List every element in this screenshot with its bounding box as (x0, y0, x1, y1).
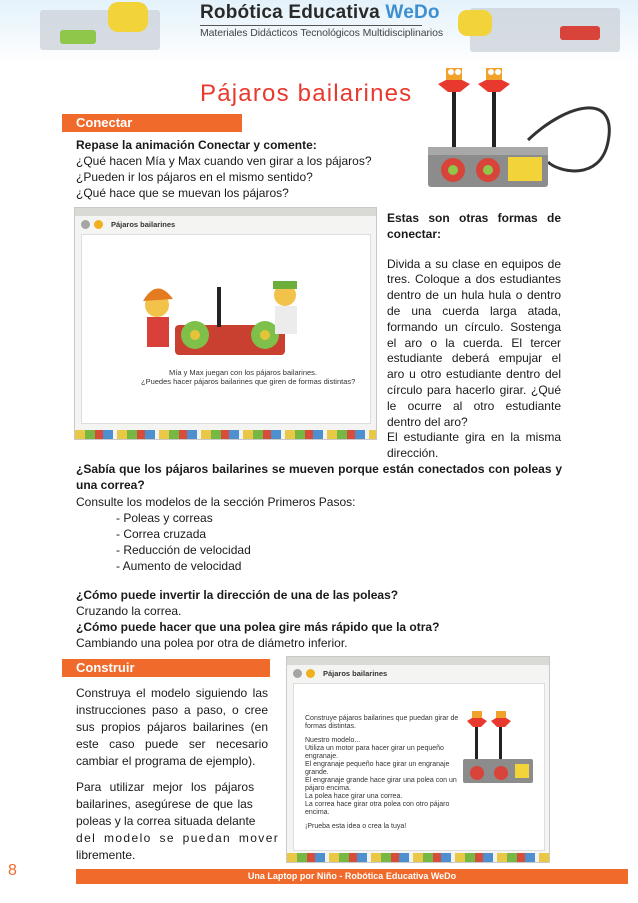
side-note-answer: El estudiante gira en la misma dirección. (387, 430, 561, 461)
brand-title (200, 2, 440, 24)
pulleys-list (76, 494, 562, 574)
bird-icon (94, 220, 103, 229)
build-instruction-line: Nuestro modelo... (305, 737, 361, 744)
gear-icon (293, 669, 302, 678)
header-banner (0, 0, 638, 62)
build-paragraph-2-line: bailarines, asegúrese de que las (76, 797, 253, 811)
pulleys-list-item: - Correa cruzada (116, 527, 207, 541)
side-note-body: Divida a su clase en equipos de tres. Coloque a dos estudiantes dentro de un hula hula o dentro de una cuerda larga atada, formando un círculo. Sostenga el aro o la cuerda. El tercer estudiante deberá empujar el aro u otro estudiante dentro del círculo para hacerlo girar. ¿Qué le ocurre al otro estudiante dentro del aro? (387, 256, 561, 429)
build-instruction-line: El engranaje pequeño hace girar un engranaje (305, 761, 450, 768)
dancing-birds-model-image (408, 62, 623, 202)
side-note-heading: Estas son otras formas de conectar: (387, 211, 561, 241)
build-instruction-line: engranaje. (305, 753, 339, 760)
screenshot-titlebar (287, 657, 549, 665)
qa-block (76, 587, 562, 651)
build-instruction-line: formas distintas. (305, 723, 356, 730)
build-paragraph-2-line: libremente. (76, 848, 136, 862)
brand-title-accent: WeDo (385, 2, 440, 23)
build-paragraph-2-line: poleas y la correa situada delante (76, 814, 256, 828)
brand-title-main: Robótica Educativa (200, 2, 386, 23)
screenshot-bottom-strip (75, 430, 376, 439)
intro-question: ¿Qué hacen Mía y Max cuando ven girar a los pájaros? (76, 154, 372, 168)
banner-lego-right-red (560, 26, 600, 40)
build-instruction-line: encima. (305, 809, 330, 816)
pulleys-list-item: - Poleas y correas (116, 511, 213, 525)
build-paragraph-2-line: Para utilizar mejor los pájaros (76, 780, 255, 794)
screenshot-label: Pájaros bailarines (323, 668, 388, 678)
brand-rule (200, 25, 422, 26)
screenshot-caption-line: ¿Puedes hacer pájaros bailarines que giren de formas distintas? (141, 377, 356, 386)
screenshot-bottom-strip (287, 853, 549, 862)
intro-block (76, 137, 406, 201)
build-instruction-line: Construye pájaros bailarines que puedan girar de (305, 715, 459, 722)
side-note (387, 211, 561, 462)
gear-icon (81, 220, 90, 229)
qa-answer: Cambiando una polea por otra de diámetro inferior. (76, 636, 348, 650)
pulleys-question: ¿Sabía que los pájaros bailarines se mueven porque están conectados con poleas y una correa? (76, 462, 562, 492)
build-instruction-line: El engranaje grande hace girar una polea con un (305, 777, 457, 784)
banner-lego-right-yellow (458, 10, 492, 36)
screenshot-label: Pájaros bailarines (111, 219, 176, 229)
screenshot-caption-line: Mía y Max juegan con los pájaros bailarines. (169, 368, 317, 377)
qa-question: ¿Cómo puede invertir la dirección de una de las poleas? (76, 588, 399, 602)
pulleys-list-item: - Aumento de velocidad (116, 559, 242, 573)
build-paragraph-2-line: del modelo se puedan mover (76, 831, 280, 845)
brand (200, 2, 444, 39)
qa-answer: Cruzando la correa. (76, 604, 182, 618)
footer-bar: Una Laptop por Niño - Robótica Educativa WeDo (76, 869, 628, 884)
brand-subtitle: Materiales Didácticos Tecnológicos Multidisciplinarios (200, 27, 444, 39)
section-bar-construir: Construir (62, 659, 270, 677)
build-paragraph-2 (76, 779, 280, 864)
page-number: 8 (8, 862, 17, 879)
section-bar-conectar: Conectar (62, 114, 242, 132)
banner-lego-left-yellow (108, 2, 148, 32)
mia-max-scene (135, 273, 305, 368)
build-instruction-line: La polea hace girar una correa. (305, 793, 403, 800)
build-paragraph-1: Construya el modelo siguiendo las instrucciones paso a paso, o cree sus propios pájaros bailarines (en este caso puede ser necesario cambiar el programa de ejemplo). (76, 686, 268, 768)
banner-lego-left-green (60, 30, 96, 44)
pulleys-list-item: - Reducción de velocidad (116, 543, 251, 557)
intro-heading: Repase la animación Conectar y comente: (76, 138, 317, 152)
page-title: Pájaros bailarines (200, 80, 413, 107)
pulleys-consult: Consulte los modelos de la sección Primeros Pasos: (76, 495, 356, 509)
build-instruction-line: grande. (305, 769, 329, 776)
build-instruction-line: Utiliza un motor para hacer girar un pequeño (305, 745, 444, 752)
connect-animation-screenshot (74, 207, 377, 440)
intro-question: ¿Qué hace que se muevan los pájaros? (76, 186, 289, 200)
screenshot-toolbar (293, 666, 387, 680)
build-instructions-screenshot (286, 656, 550, 863)
bird-icon (306, 669, 315, 678)
build-instruction-line: ¡Prueba esta idea o crea la tuya! (305, 823, 407, 830)
build-instruction-line: pájaro encima. (305, 785, 351, 792)
intro-question: ¿Pueden ir los pájaros en el mismo sentido? (76, 170, 313, 184)
screenshot-toolbar (81, 217, 175, 231)
screenshot-titlebar (75, 208, 376, 216)
qa-question: ¿Cómo puede hacer que una polea gire más rápido que la otra? (76, 620, 440, 634)
build-instruction-line: La correa hace girar otra polea con otro pájaro (305, 801, 450, 808)
build-model-image (455, 709, 541, 789)
